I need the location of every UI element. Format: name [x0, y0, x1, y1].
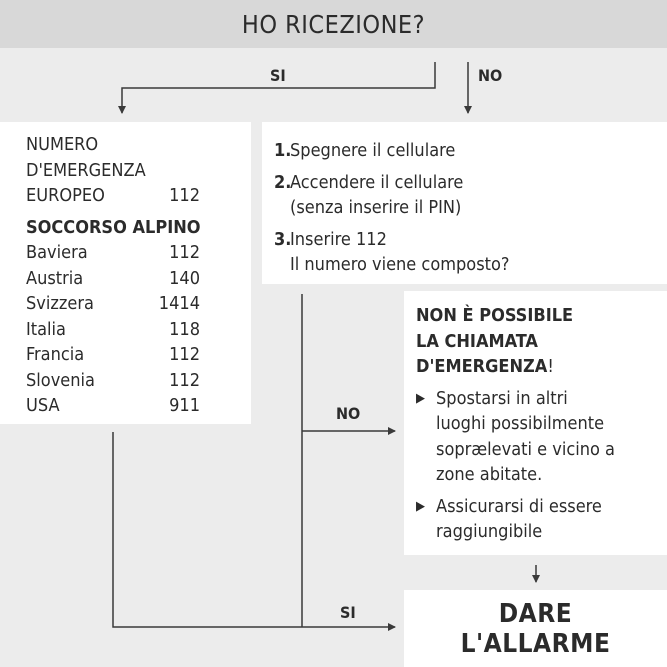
eu-heading-line-1: NUMERO [26, 134, 99, 155]
alarm-line-1: DARE [498, 598, 573, 629]
no-emergency-call-box [404, 291, 667, 555]
warning-title-line-3 [416, 354, 667, 380]
bullet-text: Assicurarsi di essere [436, 495, 602, 517]
yes-bottom-label: SI [340, 603, 356, 622]
country-number: 118 [169, 318, 200, 340]
yes-bottom-connector [113, 432, 395, 627]
warning-title-bold: D'EMERGENZA [416, 356, 548, 377]
warning-title-suffix: ! [547, 356, 554, 377]
eu-number: 112 [169, 185, 200, 206]
bullet-text: soprælevati e vicino a [436, 438, 615, 460]
warning-title-line-2: LA CHIAMATA [416, 330, 538, 352]
country-row [26, 240, 200, 266]
triangle-bullet-icon: ▶ [416, 390, 425, 406]
country-row [26, 368, 200, 394]
step-text: Accendere il cellulare [290, 171, 464, 193]
eu-number-row [26, 183, 200, 209]
country-row [26, 393, 200, 419]
country-name: Austria [26, 267, 84, 289]
country-name: USA [26, 395, 60, 416]
bullet-text: raggiungibile [436, 521, 543, 542]
title-text: HO RICEZIONE? [241, 9, 426, 39]
eu-heading-line-3: EUROPEO [26, 185, 105, 206]
country-number: 911 [169, 395, 200, 416]
yes-top-label: SI [270, 66, 286, 85]
bullet-text: luoghi possibilmente [436, 413, 605, 434]
no-mid-label: NO [336, 404, 361, 423]
alarm-line-2: L'ALLARME [460, 628, 611, 659]
country-number: 1414 [158, 293, 200, 314]
country-name: Italia [26, 318, 66, 340]
country-name: Baviera [26, 242, 88, 263]
step-number: 2. [274, 171, 292, 193]
country-row [26, 317, 200, 343]
step-text: Spegnere il cellulare [290, 140, 456, 161]
step-number: 1. [274, 140, 292, 161]
emergency-numbers-box [0, 122, 251, 424]
step-2 [274, 170, 667, 221]
step-text: Il numero viene composto? [290, 254, 510, 275]
country-row [26, 342, 200, 368]
bullet-text: zone abitate. [436, 464, 543, 485]
warning-bullet-1 [416, 386, 667, 488]
warning-title-line-1: NON È POSSIBILE [416, 305, 574, 326]
step-1 [274, 138, 667, 164]
step-number: 3. [274, 228, 292, 250]
step-text: (senza inserire il PIN) [290, 197, 462, 218]
steps-box [262, 122, 667, 284]
bullet-text: Spostarsi in altri [436, 387, 568, 409]
country-name: Francia [26, 344, 85, 365]
warning-bullet-2 [416, 494, 667, 545]
step-3 [274, 227, 667, 278]
eu-heading-line-2: D'EMERGENZA [26, 159, 146, 181]
step-text: Inserire 112 [290, 228, 387, 250]
country-number: 140 [169, 267, 200, 289]
alpine-rescue-title: SOCCORSO ALPINO [26, 216, 201, 238]
country-row [26, 266, 200, 292]
raise-alarm-box [404, 590, 667, 667]
country-number: 112 [169, 344, 200, 365]
country-number: 112 [169, 242, 200, 263]
country-number: 112 [169, 369, 200, 391]
triangle-bullet-icon: ▶ [416, 498, 425, 514]
country-name: Svizzera [26, 293, 94, 314]
country-row [26, 291, 200, 317]
no-top-label: NO [478, 66, 503, 85]
country-name: Slovenia [26, 369, 95, 391]
